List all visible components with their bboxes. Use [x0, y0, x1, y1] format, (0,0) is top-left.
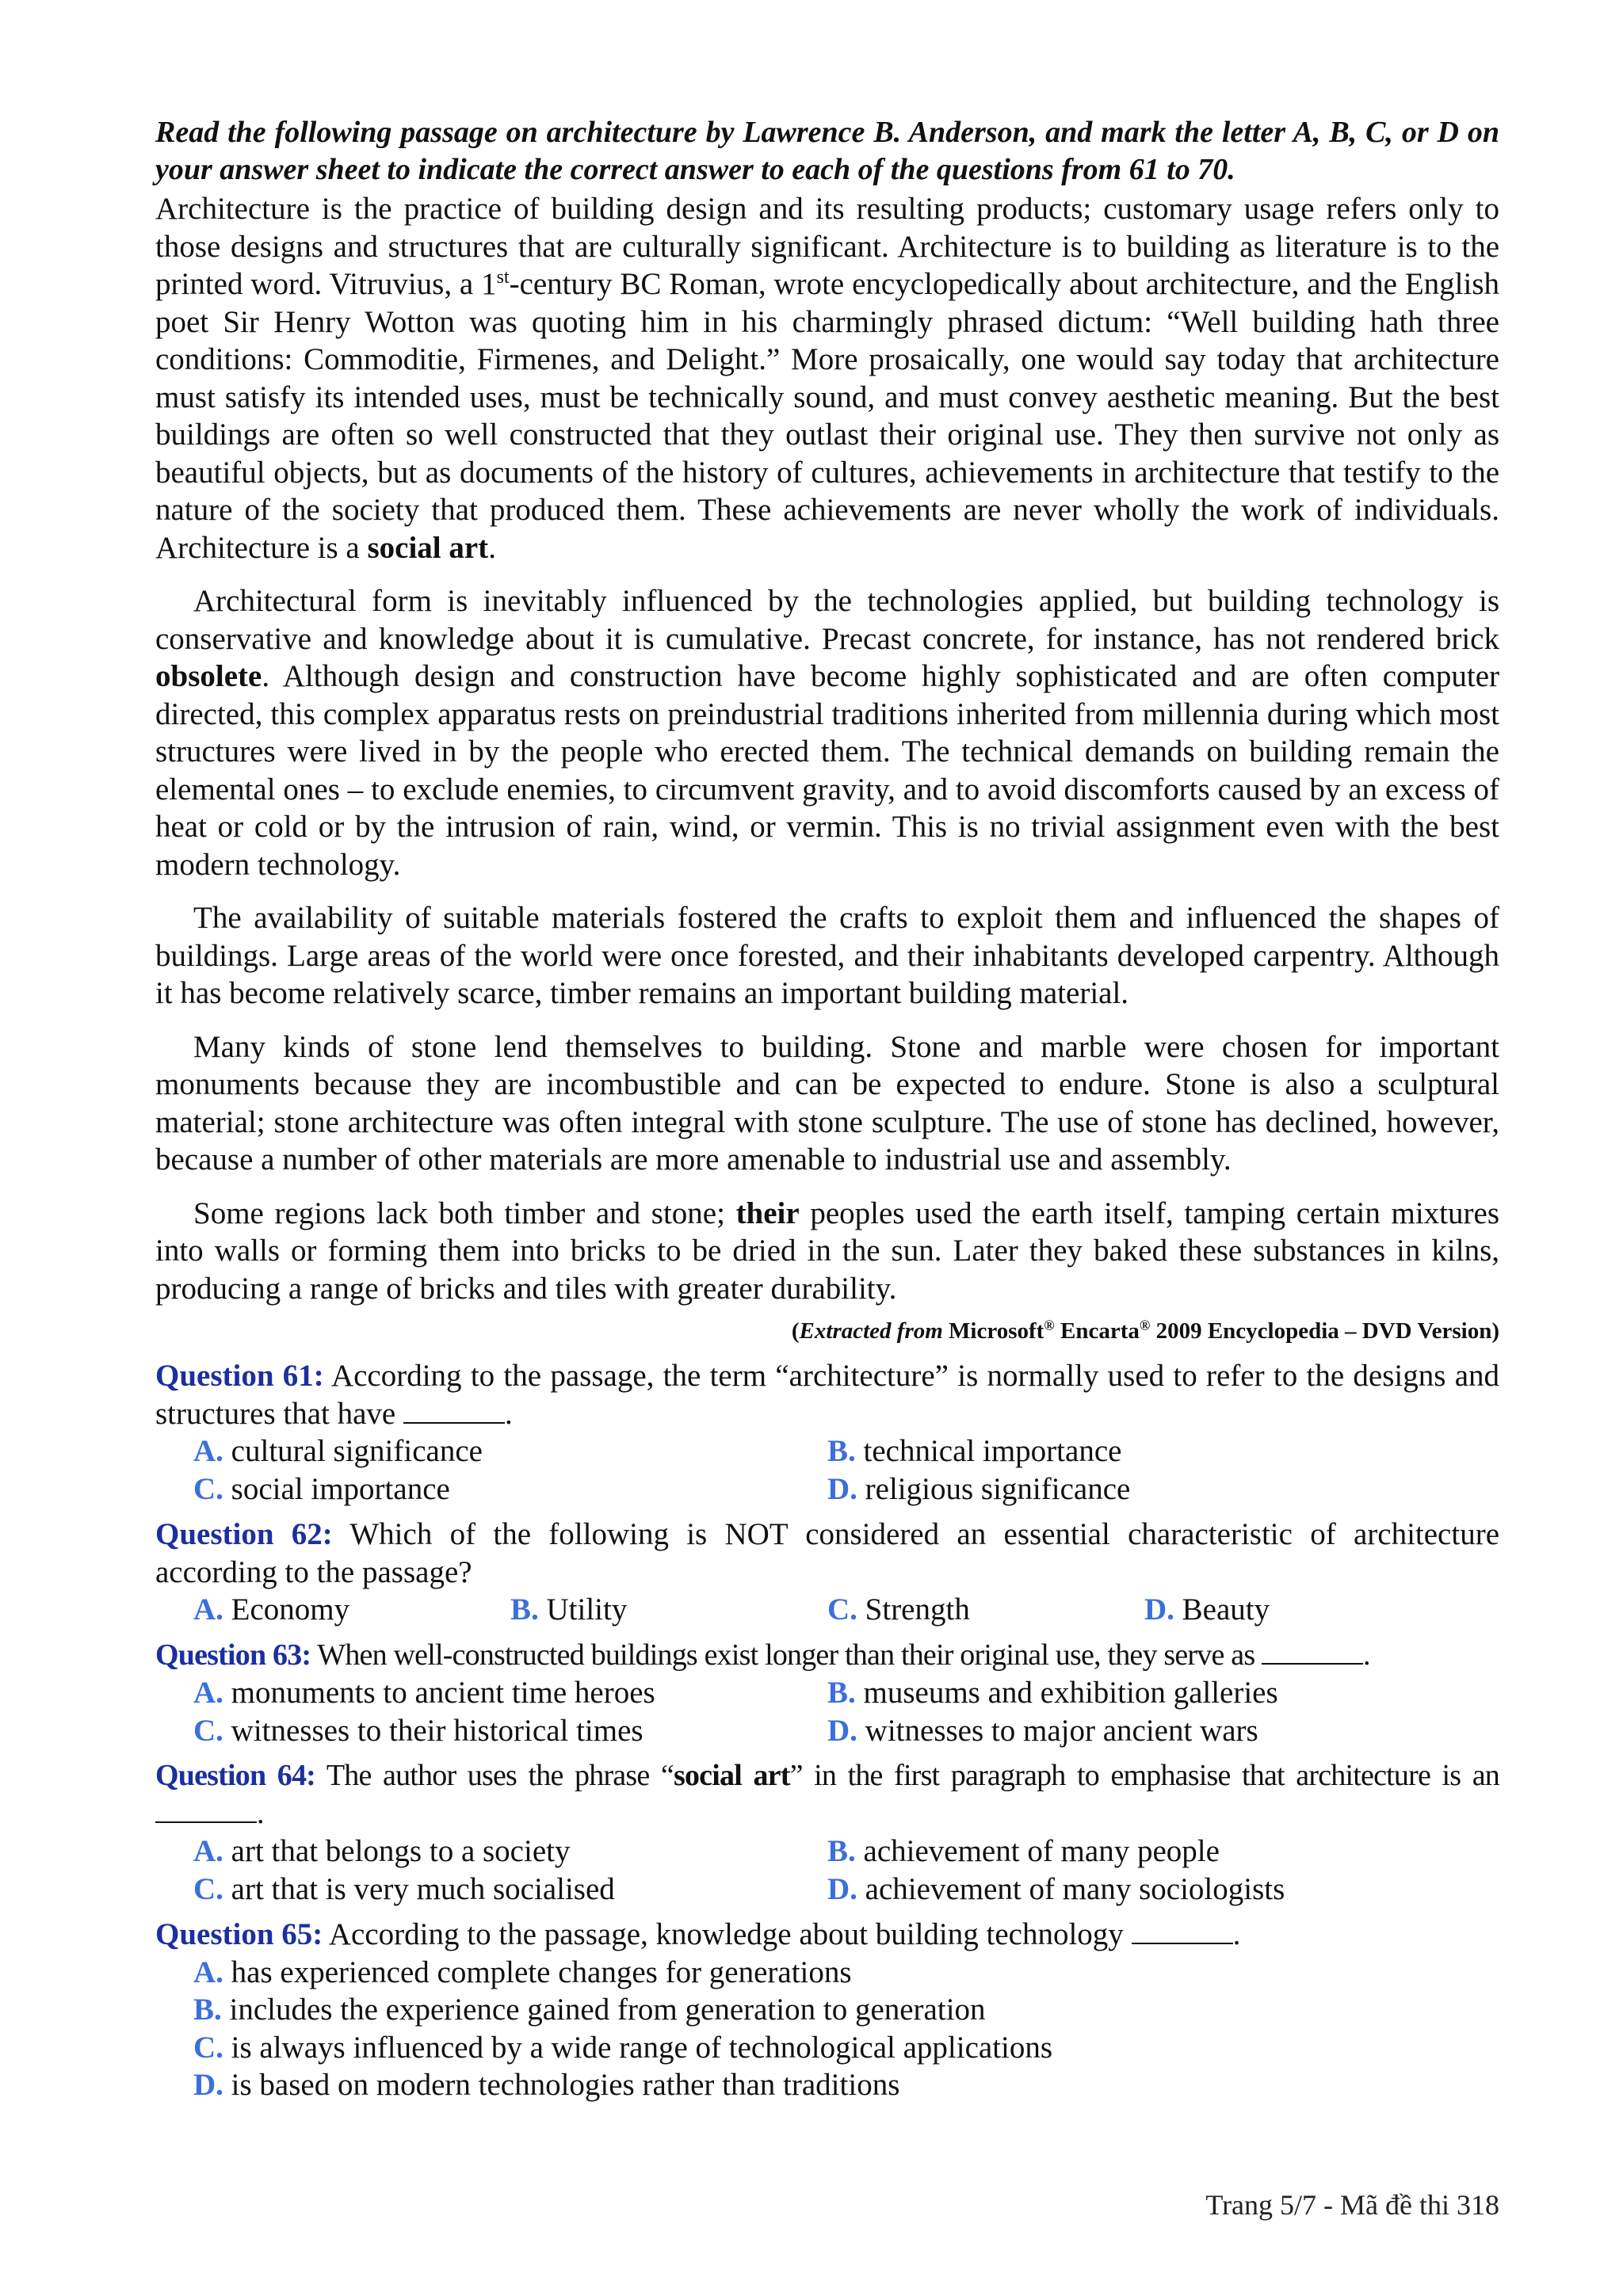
option-d[interactable]	[827, 1470, 1461, 1508]
option-text: is based on modern technologies rather than traditions	[231, 2068, 900, 2102]
option-a[interactable]	[193, 1432, 827, 1470]
question-61-end: .	[504, 1396, 513, 1431]
question-65-stem	[155, 1916, 1499, 1954]
option-text: Utility	[546, 1592, 628, 1627]
option-text: Strength	[865, 1592, 970, 1627]
source-open: (	[791, 1318, 800, 1344]
p5-text-b: peoples used the earth itself, tamping certain mixtures into walls or forming them into bricks to be dried in the sun. Later they baked these substances in kilns, producing a range of bricks and tiles with greater durability.	[155, 1196, 1499, 1306]
option-text: is always influenced by a wide range of technological applications	[231, 2030, 1053, 2065]
option-b[interactable]	[827, 1432, 1461, 1470]
answer-blank	[155, 1798, 257, 1823]
question-61-label: Question 61:	[155, 1359, 324, 1393]
source-extracted: Extracted from	[799, 1318, 943, 1344]
option-text: technical importance	[863, 1434, 1122, 1468]
answer-blank	[1132, 1919, 1233, 1944]
option-text: monuments to ancient time heroes	[231, 1676, 655, 1710]
p1-superscript: st	[496, 267, 510, 288]
option-text: art that belongs to a society	[231, 1834, 571, 1868]
option-text: achievement of many sociologists	[865, 1871, 1285, 1906]
option-text: Beauty	[1182, 1592, 1270, 1627]
option-text: has experienced complete changes for generations	[231, 1955, 852, 1989]
option-letter: D.	[827, 1871, 857, 1906]
option-b[interactable]	[827, 1674, 1461, 1712]
question-64	[155, 1757, 1499, 1908]
question-63-text: When well-constructed buildings exist longer than their original use, they serve as	[317, 1638, 1255, 1672]
source-encarta: Encarta	[1054, 1318, 1140, 1344]
p1-bold-term: social art	[367, 530, 489, 565]
question-63-stem	[155, 1637, 1499, 1675]
exam-page	[155, 114, 1499, 2112]
p1-text-b: -century BC Roman, wrote encyclopedically about architecture, and the English poet Sir Henry Wotton was quoting him in his charmingly phrased dictum: “Well building hath three conditions: Commoditie, Firmenes, and Delight.” More prosaically, one would say today that architecture must satisfy its intended uses, must be technically sound, and must convey aesthetic meaning. But the best buildings are often so well constructed that they outlast their original use. They then survive not only as beautiful objects, but as documents of the history of cultures, achievements in architecture that testify to the nature of the society that produced them. These achievements are never wholly the work of individuals. Architecture is a	[155, 267, 1500, 565]
option-text: art that is very much socialised	[231, 1871, 615, 1906]
question-65	[155, 1916, 1499, 2104]
option-letter: C.	[193, 1713, 223, 1748]
option-d[interactable]	[827, 1871, 1461, 1909]
option-a[interactable]	[193, 1591, 510, 1629]
passage-paragraph-4: Many kinds of stone lend themselves to building. Stone and marble were chosen for important monuments because they are incombustible and can be expected to endure. Stone is also a sculptural material; stone architecture was often integral with stone sculpture. The use of stone has declined, however, because a number of other materials are more amenable to industrial use and assembly.	[155, 1029, 1499, 1177]
option-text: social importance	[231, 1471, 450, 1506]
option-letter: C.	[193, 1871, 223, 1906]
source-reg-1: ®	[1044, 1317, 1055, 1333]
p1-text-a: Architecture is the practice of building design and its resulting products; customary usage refers only to those designs and structures that are culturally significant. Architecture is to building as literature is to the printed word. Vitruvius, a 1	[155, 192, 1499, 301]
option-letter: A.	[193, 1592, 223, 1627]
question-61-options	[155, 1432, 1499, 1508]
question-61-stem	[155, 1357, 1499, 1432]
option-letter: B.	[193, 1993, 222, 2027]
question-64-bold: social art	[673, 1759, 790, 1792]
option-b[interactable]	[193, 1991, 1493, 2029]
option-letter: B.	[827, 1434, 856, 1468]
option-text: Economy	[231, 1592, 350, 1627]
passage-paragraph-3: The availability of suitable materials fostered the crafts to exploit them and influenced the shapes of buildings. Large areas of the world were once forested, and their inhabitants developed carpentry. Although it has become relatively scarce, timber remains an important building material.	[155, 901, 1499, 1010]
option-text: museums and exhibition galleries	[863, 1676, 1278, 1710]
question-63-options	[155, 1674, 1499, 1749]
option-letter: D.	[193, 2068, 223, 2102]
option-text: religious significance	[865, 1471, 1131, 1506]
option-a[interactable]	[193, 1833, 827, 1871]
option-letter: D.	[1144, 1592, 1174, 1627]
question-64-label: Question 64:	[155, 1759, 316, 1792]
option-a[interactable]	[193, 1674, 827, 1712]
option-letter: A.	[193, 1834, 223, 1868]
option-d[interactable]	[193, 2066, 1493, 2104]
p2-text-b: . Although design and construction have become highly sophisticated and are often computer directed, this complex apparatus rests on preindustrial traditions inherited from millennia during which most structures were lived in by the people who erected them. The technical demands on building remain the elemental ones – to exclude enemies, to circumvent gravity, and to avoid discomforts caused by an excess of heat or cold or by the intrusion of rain, wind, or vermin. This is no trivial assignment even with the best modern technology.	[155, 659, 1499, 882]
page-footer: Trang 5/7 - Mã đề thi 318	[1205, 2189, 1499, 2221]
p1-text-c: .	[488, 530, 496, 565]
answer-blank	[403, 1398, 505, 1424]
option-letter: C.	[193, 2030, 223, 2065]
source-citation	[155, 1318, 1499, 1344]
option-text: includes the experience gained from generation to generation	[229, 1993, 986, 2027]
passage-paragraph-1	[155, 190, 1499, 566]
question-64-text-b: ” in the first paragraph to emphasise that architecture is an	[789, 1759, 1500, 1792]
option-c[interactable]	[193, 1470, 827, 1508]
question-63-label: Question 63:	[155, 1638, 311, 1672]
p2-bold-term: obsolete	[155, 659, 262, 693]
option-letter: A.	[193, 1676, 223, 1710]
source-reg-2: ®	[1139, 1317, 1151, 1333]
question-62-stem	[155, 1516, 1499, 1591]
question-65-end: .	[1232, 1917, 1241, 1951]
question-61-text: According to the passage, the term “architecture” is normally used to refer to the designs and structures that have	[155, 1359, 1500, 1431]
question-63-end: .	[1363, 1638, 1370, 1672]
option-letter: D.	[827, 1471, 857, 1506]
passage-paragraph-2	[155, 582, 1499, 883]
question-65-label: Question 65:	[155, 1917, 323, 1951]
option-letter: B.	[827, 1834, 856, 1868]
option-text: witnesses to major ancient wars	[865, 1713, 1258, 1748]
option-c[interactable]	[193, 1871, 827, 1909]
option-b[interactable]	[827, 1833, 1461, 1871]
option-a[interactable]	[193, 1954, 1493, 1992]
question-64-stem	[155, 1757, 1499, 1833]
instructions: Read the following passage on architecture by Lawrence B. Anderson, and mark the letter A, B, C, or D on your answer sheet to indicate the correct answer to each of the questions from 61 to 70.	[155, 116, 1499, 186]
option-text: achievement of many people	[863, 1834, 1220, 1868]
question-65-text: According to the passage, knowledge about building technology	[328, 1917, 1124, 1951]
option-d[interactable]	[1144, 1591, 1461, 1629]
source-microsoft: Microsoft	[942, 1318, 1044, 1344]
option-letter: A.	[193, 1955, 223, 1989]
option-letter: C.	[827, 1592, 857, 1627]
option-letter: A.	[193, 1434, 223, 1468]
question-62-text: Which of the following is NOT considered an essential characteristic of architecture according to the passage?	[155, 1517, 1499, 1589]
question-61	[155, 1357, 1499, 1508]
answer-blank	[1262, 1639, 1363, 1665]
passage-paragraph-5	[155, 1195, 1499, 1308]
option-c[interactable]	[827, 1591, 1144, 1629]
question-65-options	[155, 1954, 1499, 2104]
option-letter: D.	[827, 1713, 857, 1748]
question-63	[155, 1637, 1499, 1750]
question-64-text-a: The author uses the phrase “	[326, 1759, 674, 1792]
question-64-end: .	[257, 1796, 264, 1830]
option-text: witnesses to their historical times	[231, 1713, 643, 1748]
option-c[interactable]	[193, 1712, 827, 1750]
option-c[interactable]	[193, 2029, 1493, 2067]
p5-text-a: Some regions lack both timber and stone;	[193, 1196, 736, 1230]
option-letter: B.	[827, 1676, 856, 1710]
source-rest: 2009 Encyclopedia – DVD Version)	[1150, 1318, 1499, 1344]
option-b[interactable]	[510, 1591, 827, 1629]
question-62-label: Question 62:	[155, 1517, 333, 1551]
question-62-options	[155, 1591, 1499, 1629]
option-letter: B.	[510, 1592, 539, 1627]
option-d[interactable]	[827, 1712, 1461, 1750]
p5-bold-term: their	[735, 1196, 800, 1230]
option-text: cultural significance	[231, 1434, 483, 1468]
question-64-options	[155, 1833, 1499, 1908]
question-62	[155, 1516, 1499, 1629]
p2-text-a: Architectural form is inevitably influenced by the technologies applied, but building technology is conservative and knowledge about it is cumulative. Precast concrete, for instance, has not rendered brick	[155, 584, 1499, 656]
option-letter: C.	[193, 1471, 223, 1506]
